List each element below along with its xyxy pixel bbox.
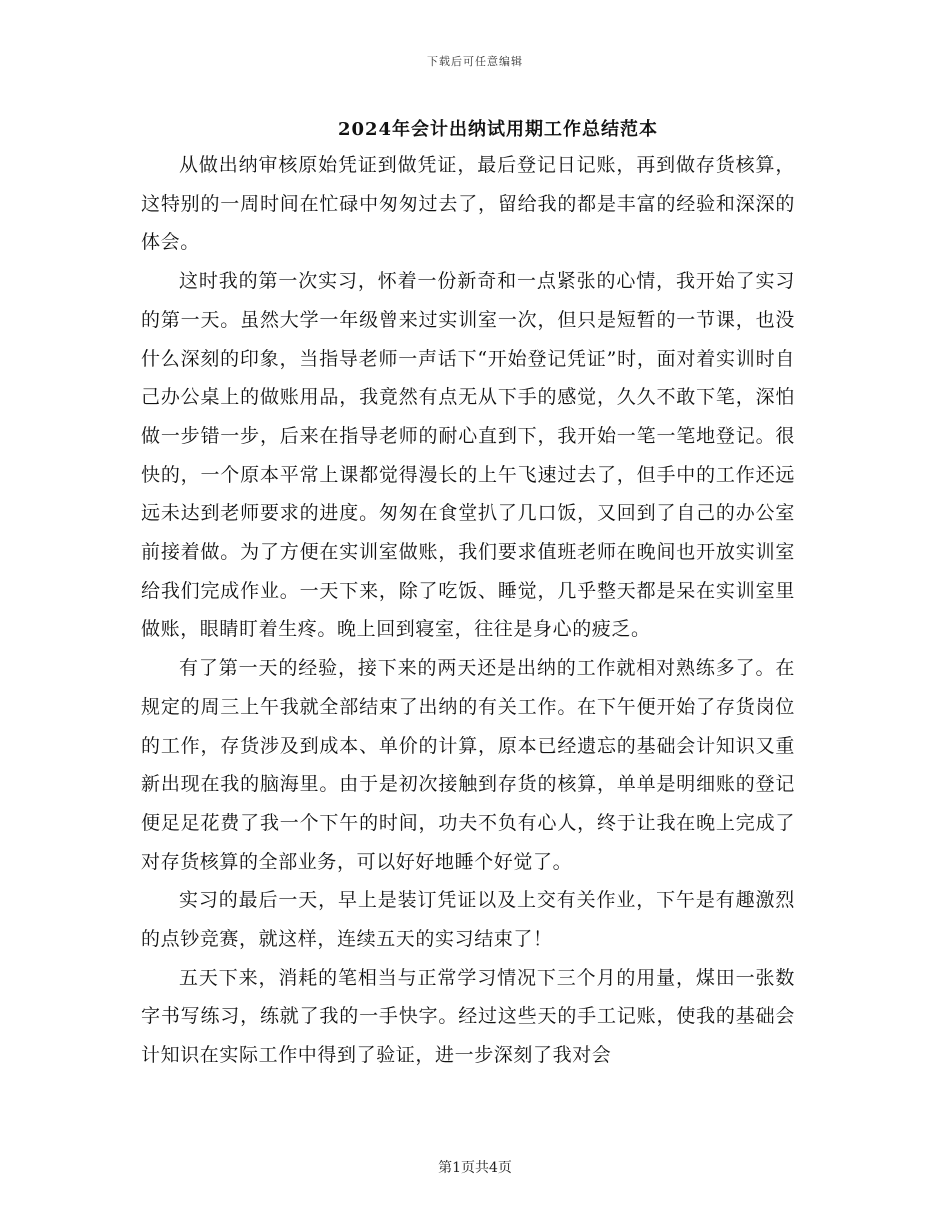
document-body [141,146,795,1075]
page-footer: 第1页共4页 [438,1160,512,1176]
paragraph-5: 五天下来，消耗的笔相当与正常学习情况下三个月的用量，煤田一张数字书写练习，练就了我的一手快字。经过这些天的手工记账，使我的基础会计知识在实际工作中得到了验证，进一步深刻了我对会 [141,966,795,1067]
paragraph-4: 实习的最后一天，早上是装订凭证以及上交有关作业，下午是有趣激烈的点钞竞赛，就这样，连续五天的实习结束了！ [141,889,795,951]
document-title: 2024年会计出纳试用期工作总结范本 [337,119,659,140]
paragraph-1: 从做出纳审核原始凭证到做凭证，最后登记日记账，再到做存货核算，这特别的一周时间在忙碌中匆匆过去了，留给我的都是丰富的经验和深深的体会。 [141,154,795,254]
page-header: 下载后可任意编辑 [427,55,523,68]
paragraph-3: 有了第一天的经验，接下来的两天还是出纳的工作就相对熟练多了。在规定的周三上午我就全部结束了出纳的有关工作。在下午便开始了存货岗位的工作，存货涉及到成本、单价的计算，原本已经遗忘的基础会计知识又重新出现在我的脑海里。由于是初次接触到存货的核算，单单是明细账的登记便足足花费了我一个下午的时间，功夫不负有心人，终于让我在晚上完成了对存货核算的全部业务，可以好好地睡个好觉了。 [141,657,795,873]
paragraph-2: 这时我的第一次实习，怀着一份新奇和一点紧张的心情，我开始了实习的第一天。虽然大学一年级曾来过实训室一次，但只是短暂的一节课，也没什么深刻的印象，当指导老师一声话下“开始登记凭证”时，面对着实训时自己办公桌上的做账用品，我竟然有点无从下手的感觉，久久不敢下笔，深怕做一步错一步，后来在指导老师的耐心直到下，我开始一笔一笔地登记。很快的，一个原本平常上课都觉得漫长的上午飞速过去了，但手中的工作还远远未达到老师要求的进度。匆匆在食堂扒了几口饭，又回到了自己的办公室前接着做。为了方便在实训室做账，我们要求值班老师在晚间也开放实训室给我们完成作业。一天下来，除了吃饭、睡觉，几乎整天都是呆在实训室里做账，眼睛盯着生疼。晚上回到寝室，往往是身心的疲乏。 [141,270,795,641]
